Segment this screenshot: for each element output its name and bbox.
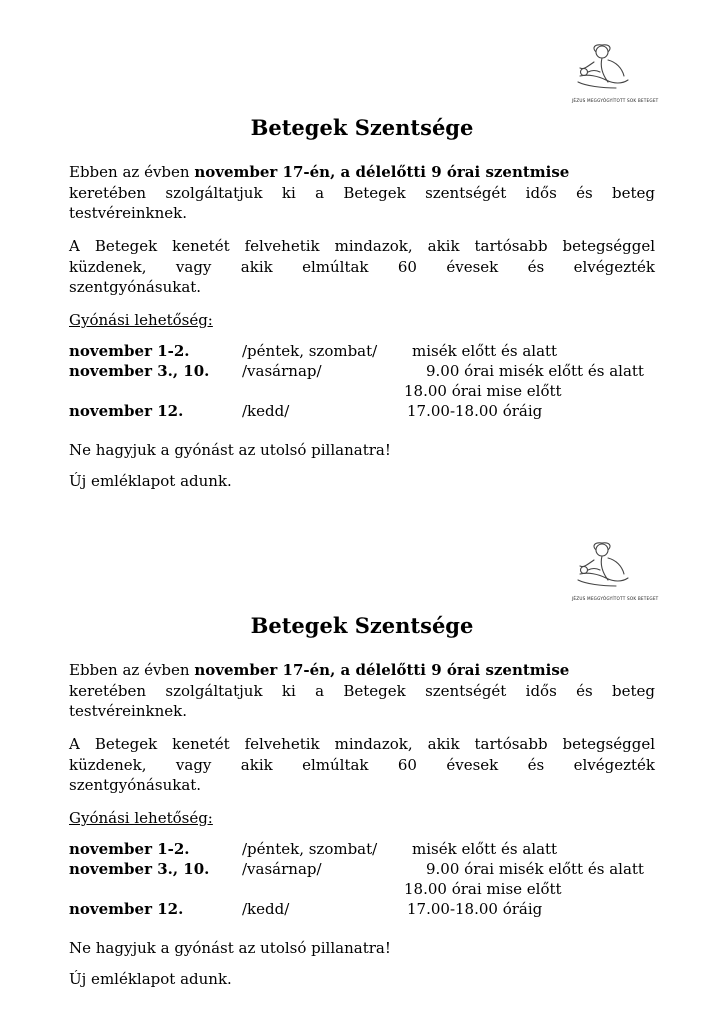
souvenir-note: Új emléklapot adunk.	[69, 970, 232, 988]
souvenir-note: Új emléklapot adunk.	[69, 472, 232, 490]
schedule-day: /péntek, szombat/	[242, 840, 378, 858]
eligibility-paragraph	[69, 734, 655, 796]
schedule-time: 17.00-18.00 óráig	[407, 402, 543, 420]
notice-1	[69, 0, 659, 500]
reminder-note: Ne hagyjuk a gyónást az utolsó pillanatra!	[69, 939, 391, 957]
schedule-time: 17.00-18.00 óráig	[407, 900, 543, 918]
notice-2	[69, 498, 659, 998]
schedule-row	[69, 381, 655, 401]
intro-date-highlight: november 17-én, a délelőtti 9 órai szentmise	[194, 661, 570, 679]
intro-text: Ebben az évben	[69, 661, 195, 679]
jesus-healing-logo-icon	[572, 42, 658, 92]
schedule-date: november 12.	[69, 900, 184, 918]
schedule-date: november 1-2.	[69, 342, 190, 360]
confession-heading: Gyónási lehetőség:	[69, 311, 213, 329]
intro-paragraph	[69, 660, 655, 722]
schedule-time: misék előtt és alatt	[412, 840, 558, 858]
schedule-date: november 12.	[69, 402, 184, 420]
schedule-day: /kedd/	[242, 402, 290, 420]
eligibility-line-1: A Betegek kenetét felvehetik mindazok, akik tartósabb betegséggel	[69, 237, 655, 255]
confession-schedule	[69, 839, 655, 919]
schedule-date: november 3., 10.	[69, 860, 210, 878]
schedule-row	[69, 361, 655, 381]
confession-heading: Gyónási lehetőség:	[69, 809, 213, 827]
schedule-time: 9.00 órai misék előtt és alatt	[426, 860, 644, 878]
intro-line-2: keretében szolgáltatjuk ki a Betegek szentségét idős és beteg	[69, 183, 655, 202]
schedule-time: 18.00 órai mise előtt	[404, 382, 562, 400]
schedule-row	[69, 859, 655, 879]
schedule-row	[69, 899, 655, 919]
eligibility-line-3: szentgyónásukat.	[69, 776, 202, 794]
schedule-row	[69, 839, 655, 859]
schedule-time: 18.00 órai mise előtt	[404, 880, 562, 898]
jesus-healing-logo	[572, 540, 658, 606]
schedule-day: /vasárnap/	[242, 860, 322, 878]
eligibility-line-1: A Betegek kenetét felvehetik mindazok, akik tartósabb betegséggel	[69, 735, 655, 753]
schedule-row	[69, 879, 655, 899]
logo-caption: JÉZUS MEGGYÓGYÍTOTT SOK BETEGET	[572, 596, 659, 601]
schedule-date: november 3., 10.	[69, 362, 210, 380]
schedule-date: november 1-2.	[69, 840, 190, 858]
jesus-healing-logo-icon	[572, 540, 658, 590]
logo-caption: JÉZUS MEGGYÓGYÍTOTT SOK BETEGET	[572, 98, 659, 103]
intro-line-3: testvéreinknek.	[69, 702, 187, 720]
schedule-row	[69, 341, 655, 361]
eligibility-line-2: küzdenek, vagy akik elmúltak 60 évesek és elvégezték	[69, 257, 655, 276]
schedule-day: /vasárnap/	[242, 362, 322, 380]
confession-schedule	[69, 341, 655, 421]
intro-line-3: testvéreinknek.	[69, 204, 187, 222]
page-title: Betegek Szentsége	[250, 115, 474, 140]
page-title: Betegek Szentsége	[250, 613, 474, 638]
schedule-time: 9.00 órai misék előtt és alatt	[426, 362, 644, 380]
intro-line-2: keretében szolgáltatjuk ki a Betegek szentségét idős és beteg	[69, 681, 655, 700]
intro-paragraph	[69, 162, 655, 224]
schedule-time: misék előtt és alatt	[412, 342, 558, 360]
jesus-healing-logo	[572, 42, 658, 108]
intro-text: Ebben az évben	[69, 163, 195, 181]
eligibility-line-3: szentgyónásukat.	[69, 278, 202, 296]
eligibility-line-2: küzdenek, vagy akik elmúltak 60 évesek és elvégezték	[69, 755, 655, 774]
schedule-day: /kedd/	[242, 900, 290, 918]
schedule-day: /péntek, szombat/	[242, 342, 378, 360]
intro-date-highlight: november 17-én, a délelőtti 9 órai szentmise	[194, 163, 570, 181]
schedule-row	[69, 401, 655, 421]
eligibility-paragraph	[69, 236, 655, 298]
reminder-note: Ne hagyjuk a gyónást az utolsó pillanatra!	[69, 441, 391, 459]
